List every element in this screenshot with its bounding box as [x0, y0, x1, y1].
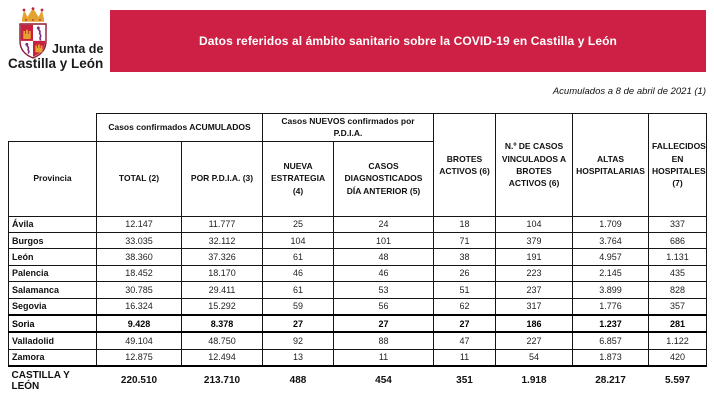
value-cell: 27	[334, 315, 434, 332]
value-cell: 223	[496, 265, 573, 281]
province-name-cell: Ávila	[9, 216, 97, 232]
value-cell: 191	[496, 249, 573, 265]
province-name-cell: Soria	[9, 315, 97, 332]
value-cell: 71	[434, 233, 496, 249]
province-name-cell: Zamora	[9, 349, 97, 366]
total-value-cell: 488	[289, 375, 307, 387]
value-cell: 12.494	[182, 349, 263, 366]
total-value-cell: 351	[456, 375, 473, 387]
junta-logo	[0, 0, 112, 82]
value-cell: 11	[434, 349, 496, 366]
value-cell: 18.170	[182, 265, 263, 281]
value-cell: 379	[496, 233, 573, 249]
value-cell: 18.452	[97, 265, 182, 281]
value-cell: 29.411	[182, 282, 263, 298]
value-cell: 46	[263, 265, 334, 281]
table-body	[9, 216, 707, 366]
value-cell: 11.777	[182, 216, 263, 232]
col-header-altas-hospitalarias: ALTAS HOSPITALARIAS	[573, 114, 649, 217]
coat-of-arms-icon	[18, 7, 48, 59]
value-cell: 24	[334, 216, 434, 232]
value-cell: 2.145	[573, 265, 649, 281]
value-cell: 237	[496, 282, 573, 298]
table-row	[9, 332, 707, 349]
total-value-cell: 1.918	[521, 375, 547, 387]
value-cell: 317	[496, 298, 573, 315]
total-value-cell: 28.217	[595, 375, 626, 387]
province-name-cell: Palencia	[9, 265, 97, 281]
table-row	[9, 349, 707, 366]
total-value-cell: 220.510	[120, 375, 158, 387]
province-name-cell: León	[9, 249, 97, 265]
value-cell: 8.378	[182, 315, 263, 332]
value-cell: 61	[263, 282, 334, 298]
value-cell: 1.131	[649, 249, 707, 265]
province-name-cell: Segovia	[9, 298, 97, 315]
value-cell: 9.428	[97, 315, 182, 332]
banner	[110, 10, 706, 72]
value-cell: 32.112	[182, 233, 263, 249]
value-cell: 18	[434, 216, 496, 232]
value-cell: 26	[434, 265, 496, 281]
table-row	[9, 315, 707, 332]
value-cell: 92	[263, 332, 334, 349]
table-row	[9, 298, 707, 315]
table-row	[9, 249, 707, 265]
value-cell: 15.292	[182, 298, 263, 315]
value-cell: 16.324	[97, 298, 182, 315]
col-header-total: TOTAL (2)	[97, 141, 182, 216]
value-cell: 337	[649, 216, 707, 232]
value-cell: 30.785	[97, 282, 182, 298]
col-header-nueva-estrategia: NUEVA ESTRATEGIA (4)	[263, 141, 334, 216]
value-cell: 6.857	[573, 332, 649, 349]
value-cell: 46	[334, 265, 434, 281]
value-cell: 3.764	[573, 233, 649, 249]
province-name-cell: Salamanca	[9, 282, 97, 298]
group-header-row	[9, 114, 707, 142]
value-cell: 1.122	[649, 332, 707, 349]
value-cell: 186	[496, 315, 573, 332]
value-cell: 61	[263, 249, 334, 265]
totals-label: CASTILLA Y LEÓN	[11, 369, 70, 392]
province-name-cell: Valladolid	[9, 332, 97, 349]
value-cell: 33.035	[97, 233, 182, 249]
value-cell: 281	[649, 315, 707, 332]
total-value-cell: 213.710	[203, 375, 241, 387]
covid-data-table	[8, 113, 707, 393]
value-cell: 56	[334, 298, 434, 315]
value-cell: 38.360	[97, 249, 182, 265]
value-cell: 48	[334, 249, 434, 265]
col-header-brotes-activos: BROTES ACTIVOS (6)	[434, 114, 496, 217]
value-cell: 104	[496, 216, 573, 232]
value-cell: 1.776	[573, 298, 649, 315]
value-cell: 11	[334, 349, 434, 366]
total-value-cell: 5.597	[665, 375, 691, 387]
value-cell: 104	[263, 233, 334, 249]
value-cell: 12.875	[97, 349, 182, 366]
table-row	[9, 233, 707, 249]
value-cell: 54	[496, 349, 573, 366]
value-cell: 51	[434, 282, 496, 298]
table-row	[9, 216, 707, 232]
value-cell: 25	[263, 216, 334, 232]
value-cell: 62	[434, 298, 496, 315]
province-name-cell: Burgos	[9, 233, 97, 249]
col-header-casos-diagnosticados: CASOS DIAGNOSTICADOS DÍA ANTERIOR (5)	[334, 141, 434, 216]
value-cell: 4.957	[573, 249, 649, 265]
table-row	[9, 282, 707, 298]
value-cell: 227	[496, 332, 573, 349]
subtitle-date: Acumulados a 8 de abril de 2021 (1)	[552, 86, 706, 97]
value-cell: 435	[649, 265, 707, 281]
col-header-por-pdia: POR P.D.I.A. (3)	[182, 141, 263, 216]
value-cell: 59	[263, 298, 334, 315]
value-cell: 47	[434, 332, 496, 349]
value-cell: 38	[434, 249, 496, 265]
totals-row	[9, 366, 707, 393]
value-cell: 27	[434, 315, 496, 332]
col-header-provincia: Provincia	[9, 141, 97, 216]
value-cell: 13	[263, 349, 334, 366]
value-cell: 357	[649, 298, 707, 315]
value-cell: 686	[649, 233, 707, 249]
value-cell: 3.899	[573, 282, 649, 298]
group-header-acumulados: Casos confirmados ACUMULADOS	[97, 114, 263, 142]
header-spacer	[9, 114, 97, 142]
value-cell: 27	[263, 315, 334, 332]
value-cell: 53	[334, 282, 434, 298]
value-cell: 12.147	[97, 216, 182, 232]
logo-text-line1: Junta de	[52, 42, 104, 56]
value-cell: 88	[334, 332, 434, 349]
value-cell: 49.104	[97, 332, 182, 349]
total-value-cell: 454	[375, 375, 392, 387]
col-header-casos-vinculados: N.º DE CASOS VINCULADOS A BROTES ACTIVOS (6)	[496, 114, 573, 217]
logo-text-line2: Castilla y León	[8, 56, 104, 71]
value-cell: 1.873	[573, 349, 649, 366]
col-header-fallecidos: FALLECIDOS EN HOSPITALES (7)	[649, 114, 707, 217]
value-cell: 420	[649, 349, 707, 366]
banner-title: Datos referidos al ámbito sanitario sobre la COVID-19 en Castilla y León	[199, 34, 617, 48]
value-cell: 1.237	[573, 315, 649, 332]
value-cell: 1.709	[573, 216, 649, 232]
value-cell: 828	[649, 282, 707, 298]
group-header-nuevos-pdia: Casos NUEVOS confirmados por P.D.I.A.	[263, 114, 434, 142]
value-cell: 37.326	[182, 249, 263, 265]
table-row	[9, 265, 707, 281]
value-cell: 101	[334, 233, 434, 249]
value-cell: 48.750	[182, 332, 263, 349]
